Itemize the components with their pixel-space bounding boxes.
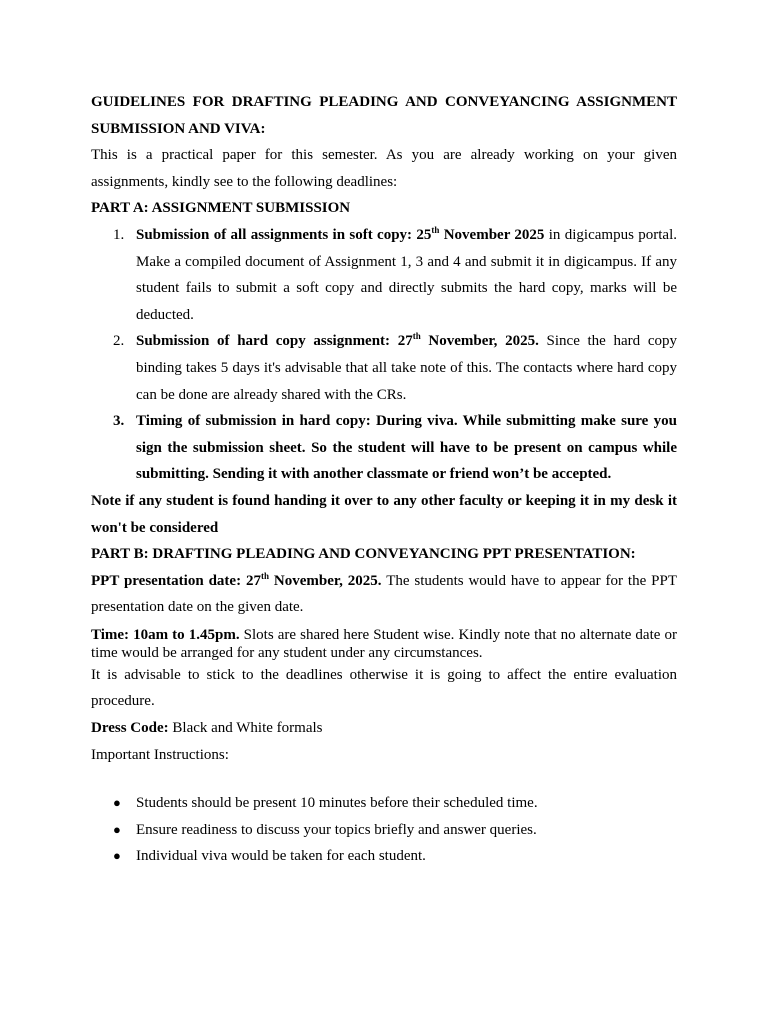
- list-item: [91, 408, 677, 488]
- dress-code-paragraph: [91, 715, 677, 742]
- list-item-number: 3.: [113, 413, 125, 430]
- instructions-heading: Important Instructions:: [91, 746, 229, 763]
- item-bold-prefix: Submission of all assignments in soft copy: 25: [136, 226, 432, 243]
- part-a-list: [91, 222, 677, 488]
- ppt-date-paragraph: [91, 568, 677, 621]
- list-item: [91, 222, 677, 328]
- bullet-icon: ●: [113, 795, 121, 811]
- time-bold: Time: 10am to 1.45pm.: [91, 626, 240, 643]
- item-bold-prefix: Submission of hard copy assignment: 27: [136, 333, 413, 350]
- dress-code-label: Dress Code:: [91, 720, 169, 737]
- instruction-text: Individual viva would be taken for each student.: [136, 848, 426, 865]
- instructions-list: [91, 790, 677, 870]
- intro-paragraph: This is a practical paper for this semester. As you are already working on your given assignments, kindly see to the following deadlines:: [91, 147, 677, 190]
- time-paragraph: [91, 626, 677, 662]
- document-page: [91, 89, 677, 870]
- ordinal-suffix: th: [412, 331, 421, 342]
- instruction-text: Ensure readiness to discuss your topics briefly and answer queries.: [136, 821, 537, 838]
- ordinal-suffix: th: [431, 224, 440, 235]
- ordinal-suffix: th: [260, 570, 269, 581]
- item-bold-suffix: November, 2025.: [420, 333, 539, 350]
- document-title: GUIDELINES FOR DRAFTING PLEADING AND CONVEYANCING ASSIGNMENT SUBMISSION AND VIVA:: [91, 94, 677, 137]
- item-text: in digicampus portal. Make a compiled document of Assignment 1, 3 and 4 and submit it in digicampus. If any student fails to submit a soft copy and directly submits the hard copy, marks will be deducted.: [136, 226, 677, 323]
- part-a-heading: PART A: ASSIGNMENT SUBMISSION: [91, 200, 351, 217]
- ppt-date-bold-prefix: PPT presentation date: 27: [91, 572, 261, 589]
- list-item-number: 2.: [113, 333, 125, 350]
- bullet-icon: ●: [113, 848, 121, 864]
- ppt-date-bold-suffix: November, 2025.: [268, 572, 382, 589]
- list-item-number: 1.: [113, 226, 125, 243]
- list-item: [91, 817, 677, 844]
- bullet-icon: ●: [113, 821, 121, 837]
- list-item: [91, 790, 677, 817]
- list-item: [91, 843, 677, 870]
- part-b-heading: PART B: DRAFTING PLEADING AND CONVEYANCING PPT PRESENTATION:: [91, 546, 636, 563]
- item-bold-suffix: November 2025: [439, 226, 545, 243]
- item-text: Since the hard copy binding takes 5 days it's advisable that all take note of this. The contacts where hard copy can be done are already shared with the CRs.: [136, 333, 677, 403]
- ppt-date-text: The students would have to appear for the PPT presentation date on the given date.: [91, 572, 677, 616]
- advice-paragraph: It is advisable to stick to the deadlines otherwise it is going to affect the entire evaluation procedure.: [91, 666, 677, 710]
- time-text: Slots are shared here Student wise. Kindly note that no alternate date or time would be arranged for any student under any circumstances.: [91, 626, 677, 661]
- note-paragraph: Note if any student is found handing it over to any other faculty or keeping it in my desk it won't be considered: [91, 492, 677, 536]
- item-bold-text: Timing of submission in hard copy: During viva. While submitting make sure you sign the submission sheet. So the student will have to be present on campus while submitting. Sending it with another classmate or friend won’t be accepted.: [136, 413, 677, 483]
- dress-code-text: Black and White formals: [168, 720, 323, 737]
- list-item: [91, 328, 677, 408]
- instruction-text: Students should be present 10 minutes before their scheduled time.: [136, 795, 538, 812]
